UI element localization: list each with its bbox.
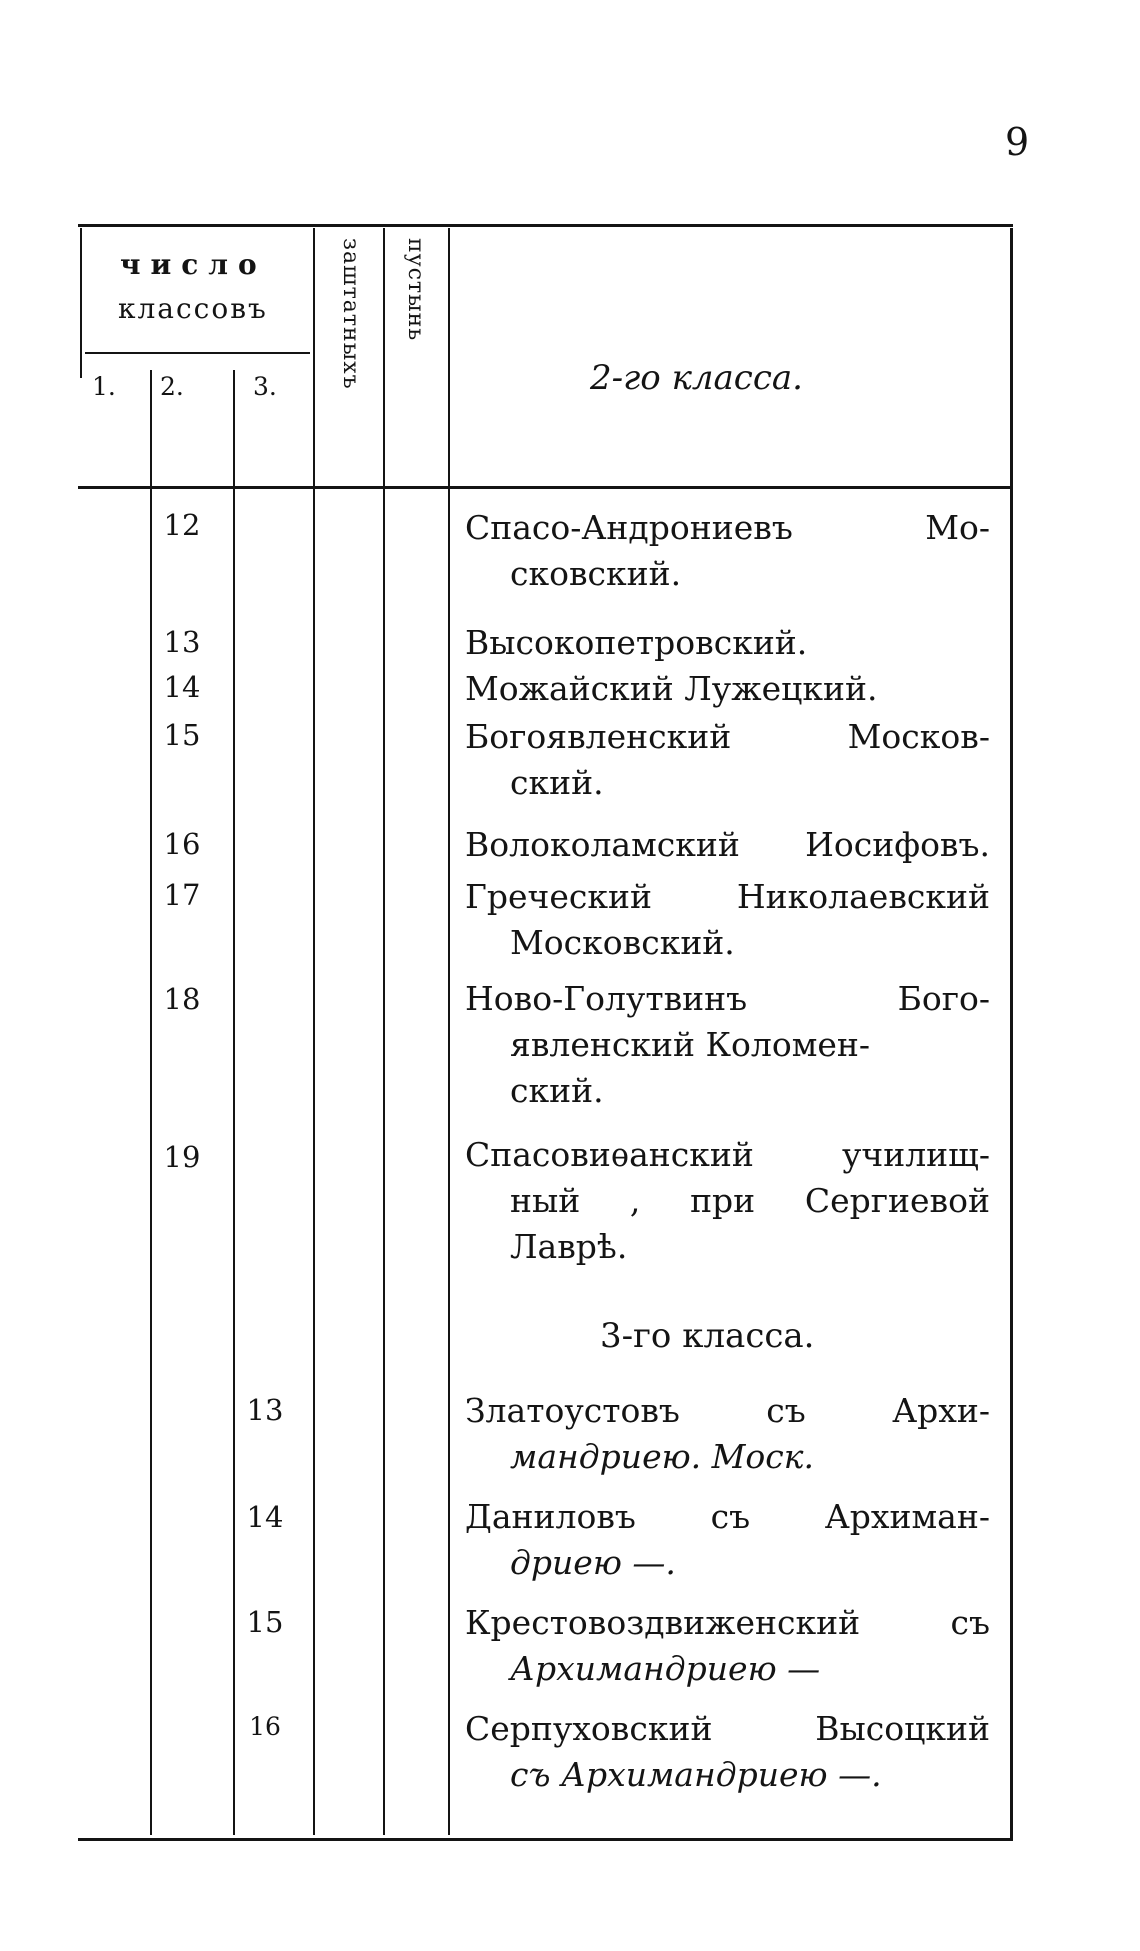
col-divider-1-2 xyxy=(150,370,152,1835)
entry-line: Крестовоздвиженский съ xyxy=(465,1603,990,1642)
entry-serpukhovskiy xyxy=(465,1706,990,1798)
entry-number: 18 xyxy=(163,982,201,1016)
entry-line: Волоколамский Иосифовъ. xyxy=(465,825,990,864)
entry-line: Ново-Голутвинъ Бого- xyxy=(465,979,990,1018)
right-border xyxy=(1010,228,1013,1838)
entry-grecheskiy xyxy=(465,874,990,966)
entry-krestovozdvizhenskiy xyxy=(465,1600,990,1692)
header-bottom-rule xyxy=(78,486,1013,489)
col-divider-3-zasht xyxy=(313,228,315,1835)
col-pustyn: пустынь xyxy=(403,238,428,342)
entry-number: 13 xyxy=(246,1393,284,1427)
entry-mozhayskiy xyxy=(465,666,990,712)
top-rule xyxy=(78,224,1013,227)
entry-line: Можайский Лужецкий. xyxy=(465,669,878,708)
entry-vysokopetrovskiy xyxy=(465,620,990,666)
entry-number: 17 xyxy=(163,878,201,912)
col-divider-zasht-pust xyxy=(383,228,385,1835)
count-title-line2: классовъ xyxy=(118,292,268,325)
bottom-rule xyxy=(78,1838,1013,1841)
entry-bogoyavlenskiy xyxy=(465,714,990,806)
entry-zlatoustov xyxy=(465,1388,990,1480)
entry-line: Серпуховский Высоцкий xyxy=(465,1709,990,1748)
entry-number: 16 xyxy=(249,1712,281,1741)
entry-line: ский. xyxy=(510,763,604,802)
entry-number: 14 xyxy=(163,670,201,704)
entry-line: явленский Коломен- xyxy=(510,1025,871,1064)
left-border xyxy=(80,228,82,378)
entry-line: Даниловъ съ Архиман- xyxy=(465,1497,990,1536)
entry-line: дриею —. xyxy=(510,1543,676,1582)
class-col-2: 2. xyxy=(160,372,184,401)
section-title-3rd-class: 3-го класса. xyxy=(600,1316,815,1356)
entry-line: ский. xyxy=(510,1071,604,1110)
entry-number: 15 xyxy=(163,718,201,752)
entry-number: 12 xyxy=(163,508,201,542)
entry-number: 14 xyxy=(246,1500,284,1534)
entry-line: ный , при Сергиевой xyxy=(510,1181,990,1220)
class-subheader-rule xyxy=(85,352,310,354)
col-zashtatnykh: заштатныхъ xyxy=(338,238,363,390)
entry-number: 15 xyxy=(246,1605,284,1639)
entry-line: Спасо-Андрониевъ Мо- xyxy=(465,508,990,547)
entry-danilov xyxy=(465,1494,990,1586)
entry-line: Греческий Николаевский xyxy=(465,877,990,916)
entry-line: Златоустовъ съ Архи- xyxy=(465,1391,990,1430)
entry-spaso-andronievskiy xyxy=(465,505,990,597)
entry-novo-golutvin xyxy=(465,976,990,1114)
entry-spasovifanskiy xyxy=(465,1132,990,1270)
section-title-2nd-class: 2-го класса. xyxy=(590,358,803,398)
entry-line: Лаврѣ. xyxy=(510,1227,628,1266)
entry-line: Архимандриею — xyxy=(510,1649,821,1688)
entry-line: мандриею. Моск. xyxy=(510,1437,814,1476)
entry-number: 19 xyxy=(163,1140,201,1174)
col-divider-pust-names xyxy=(448,228,450,1835)
entry-number: 13 xyxy=(163,625,201,659)
entry-line: съ Архимандриею —. xyxy=(510,1755,882,1794)
entry-number: 16 xyxy=(163,827,201,861)
class-col-1: 1. xyxy=(92,372,116,401)
entry-line: Московский. xyxy=(510,923,735,962)
entry-volokolamskiy xyxy=(465,822,990,868)
entry-line: Спасовиѳанский училищ- xyxy=(465,1135,990,1174)
entry-line: Богоявленский Москов- xyxy=(465,717,990,756)
count-title-line1: число xyxy=(120,248,267,281)
entry-line: Высокопетровский. xyxy=(465,623,808,662)
page-number: 9 xyxy=(1005,120,1030,164)
entry-line: сковский. xyxy=(510,554,682,593)
class-col-3: 3. xyxy=(253,372,277,401)
